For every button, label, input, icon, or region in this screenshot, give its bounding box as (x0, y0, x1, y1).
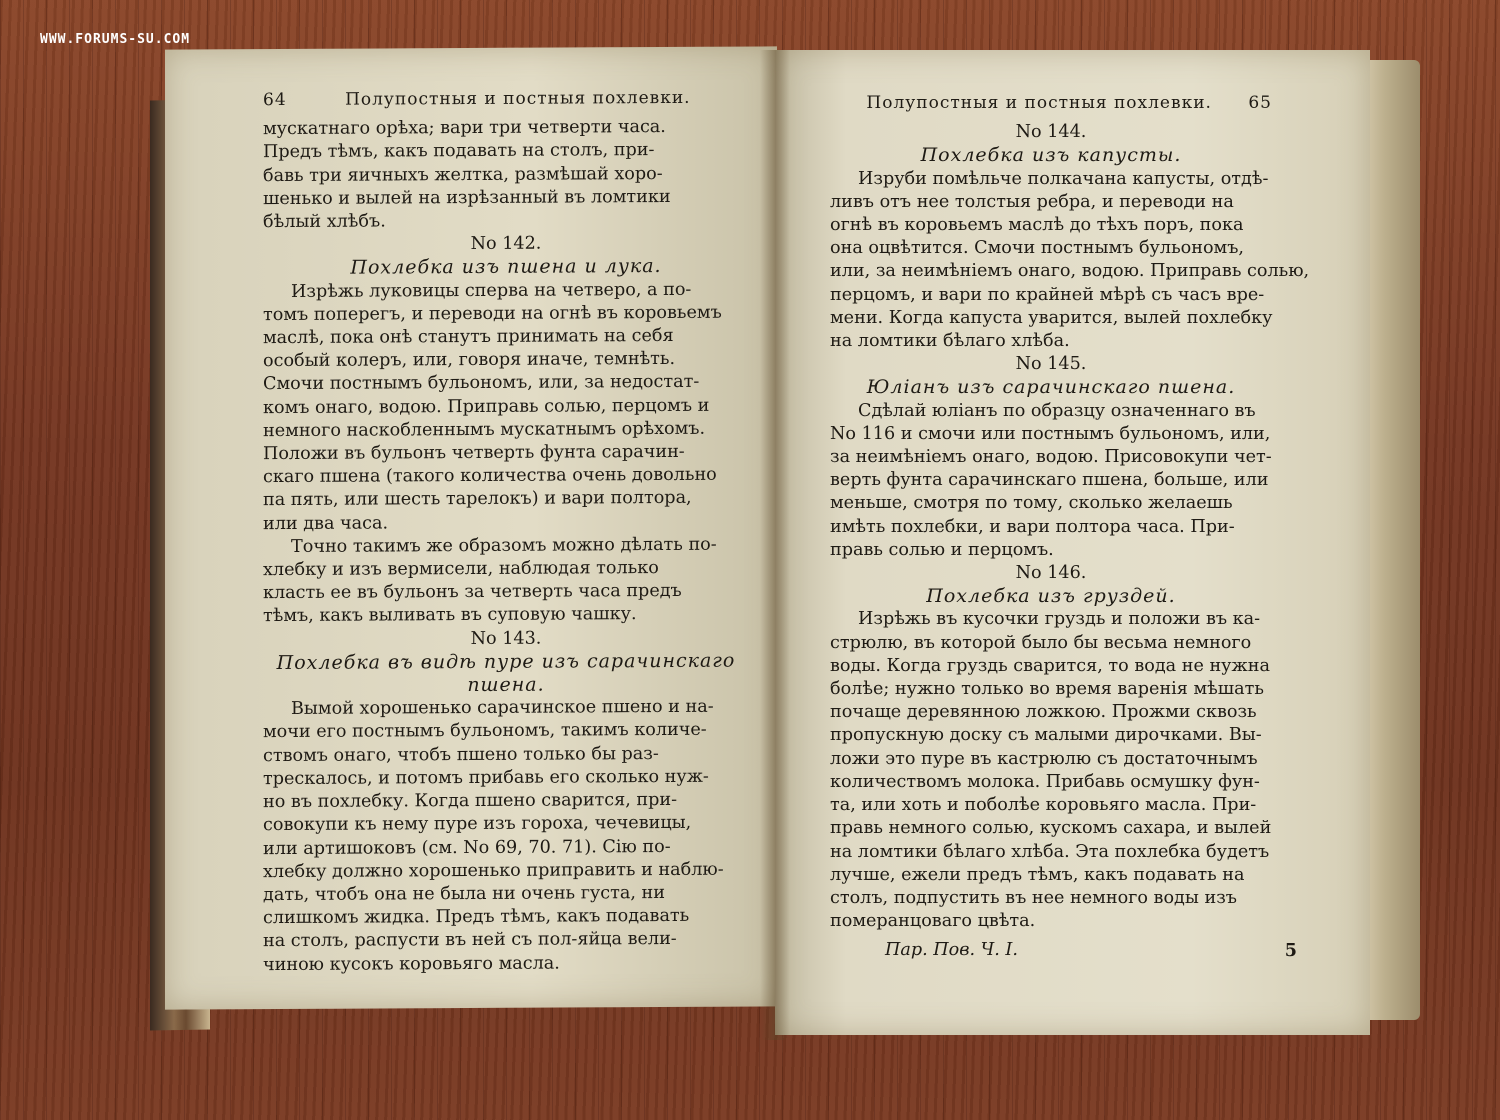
text-line: пропускную доску съ малыми дирочками. Вы- (830, 725, 1262, 746)
recipe-body-142-note (263, 533, 749, 628)
text-line: за неимѣніемъ онаго, водою. Присовокупи чет- (830, 447, 1272, 468)
text-line: количествомъ молока. Прибавь осмушку фун- (830, 771, 1260, 792)
right-page (775, 50, 1370, 1035)
text-line: особый колеръ, или, говоря иначе, темнѣть. (263, 349, 676, 372)
right-running-head: Полупостныя и постныя похлевки. (866, 93, 1212, 113)
text-line: но въ похлебку. Когда пшено сварится, при- (263, 790, 678, 813)
text-line: хлебку и изъ вермисели, наблюдая только (263, 558, 659, 581)
text-line: огнѣ въ коровьемъ маслѣ до тѣхъ поръ, пока (830, 215, 1244, 236)
text-line: или артишоковъ (см. No 69, 70. 71). Сію по- (263, 836, 671, 859)
text-line: тѣмъ, какъ выливать въ суповую чашку. (263, 604, 637, 627)
text-line: та, или хоть и поболѣе коровьяго масла. При- (830, 795, 1257, 816)
recipe-title-146: Похлебка изъ груздей. (926, 585, 1176, 608)
text-line: класть ее въ бульонъ за четверть часа предъ (263, 581, 682, 604)
recipe-number-143: No 143. (470, 628, 542, 649)
text-line: Сдѣлай юліанъ по образцу означеннаго въ (858, 400, 1256, 421)
recipe-title-145: Юліанъ изъ сарачинскаго пшена. (866, 376, 1236, 399)
text-line: дать, чтобъ она не была ни очень густа, ни (263, 882, 666, 905)
right-page-header (830, 92, 1272, 115)
recipe-body-142 (263, 278, 749, 536)
right-page-number: 65 (1248, 93, 1272, 113)
text-line: чиною кусокъ коровьяго масла. (263, 953, 560, 975)
text-line: шенько и вылей на изрѣзанный въ ломтики (263, 186, 671, 209)
left-page-header (263, 87, 749, 113)
text-line: No 116 и смочи или постнымъ бульономъ, или, (830, 423, 1271, 444)
recipe-title-143-line1: Похлебка въ видѣ пуре изъ сарачинскаго (276, 649, 736, 674)
text-line: померанцоваго цвѣта. (830, 911, 1036, 932)
left-page-content (263, 87, 749, 977)
text-line: немного наскобленнымъ мускатнымъ орѣхомъ. (263, 418, 706, 441)
sheet-number: 5 (1284, 940, 1297, 962)
recipe-number-144: No 144. (1015, 122, 1087, 143)
text-line: на ломтики бѣлаго хлѣба. Эта похлебка будетъ (830, 841, 1270, 862)
text-line: перцомъ, и вари по крайней мѣрѣ съ часъ вре- (830, 284, 1265, 305)
recipe-body-146 (830, 608, 1272, 933)
recipe-number-146: No 146. (1015, 563, 1087, 584)
text-line: меньше, смотря по тому, сколько желаешь (830, 493, 1233, 514)
text-line: слишкомъ жидка. Предъ тѣмъ, какъ подавать (263, 905, 690, 929)
right-page-content (830, 92, 1310, 963)
text-line: бѣлый хлѣбъ. (263, 211, 386, 233)
page-footer (830, 939, 1297, 962)
text-line: мочи его постнымъ бульономъ, такимъ количе- (263, 720, 707, 743)
recipe-body-144 (830, 168, 1310, 354)
left-running-head: Полупостныя и постныя похлевки. (345, 87, 691, 110)
text-line: она оцвѣтится. Смочи постнымъ бульономъ, (830, 238, 1245, 259)
text-line: ложи это пуре въ кастрюлю съ достаточнымъ (830, 748, 1258, 769)
left-page (165, 46, 777, 1009)
text-line: лучше, ежели предъ тѣмъ, какъ подавать на (830, 864, 1245, 885)
recipe-title-142: Похлебка изъ пшена и лука. (350, 255, 662, 280)
recipe-body-145 (830, 400, 1272, 562)
text-line: болѣе; нужно только во время варенія мѣшать (830, 679, 1264, 700)
recipe-number-145: No 145. (1015, 354, 1087, 375)
text-line: Вымой хорошенько сарачинское пшено и на- (291, 697, 714, 720)
recipe-number-142: No 142. (470, 233, 542, 255)
left-page-number: 64 (263, 89, 287, 111)
text-line: почаще деревянною ложкою. Прожми сквозь (830, 702, 1257, 723)
text-line: верть фунта сарачинскаго пшена, больше, или (830, 470, 1269, 491)
recipe-title-144: Похлебка изъ капусты. (920, 144, 1182, 167)
text-line: правь немного солью, кускомъ сахара, и вылей (830, 818, 1272, 839)
text-line: имѣть похлебки, и вари полтора часа. При- (830, 516, 1235, 537)
text-line: на ломтики бѣлаго хлѣба. (830, 331, 1070, 352)
text-line: томъ поперегъ, и переводи на огнѣ въ коровьемъ (263, 302, 722, 325)
recipe-body-143 (263, 696, 749, 977)
text-line: бавь три яичныхъ желтка, размѣшай хоро- (263, 163, 663, 186)
book-gutter (760, 50, 790, 1040)
text-line: хлебку должно хорошенько приправить и наблю- (263, 859, 724, 882)
text-line: совокупи къ нему пуре изъ гороха, чечевицы, (263, 813, 692, 836)
text-line: комъ онаго, водою. Приправь солью, перцомъ и (263, 395, 710, 418)
text-line: Предъ тѣмъ, какъ подавать на столъ, при- (263, 140, 655, 163)
text-line: Точно такимъ же образомъ можно дѣлать по- (291, 534, 717, 557)
text-line: трескалось, и потомъ прибавь его сколько нуж- (263, 766, 709, 789)
text-line: па пять, или шесть тарелокъ) и вари полтора, (263, 488, 692, 511)
text-line: мени. Когда капуста уварится, вылей похлебку (830, 307, 1273, 328)
watermark-text: WWW.FORUMS-SU.COM (40, 32, 191, 47)
text-line: скаго пшена (такого количества очень довольно (263, 464, 717, 488)
signature-mark: Пар. Пов. Ч. I. (885, 940, 1018, 961)
text-line: ливъ отъ нее толстыя ребра, и переводи на (830, 191, 1234, 212)
text-line: правь солью и перцомъ. (830, 539, 1054, 560)
text-line: Смочи постнымъ бульономъ, или, за недостат- (263, 372, 700, 395)
text-line: Изрѣжь луковицы сперва на четверо, а по- (291, 279, 692, 302)
text-line: Изруби помѣльче полкачана капусты, отдѣ- (858, 168, 1269, 189)
text-line: или два часа. (263, 513, 389, 534)
text-line: или, за неимѣніемъ онаго, водою. Приправь солью, (830, 261, 1310, 282)
text-line: маслѣ, пока онѣ станутъ принимать на себя (263, 325, 674, 349)
recipe-title-143-line2: пшена. (467, 673, 545, 697)
text-line: на столъ, распусти въ ней съ пол-яйца вели- (263, 929, 677, 952)
text-line: Положи въ бульонъ четверть фунта сарачин- (263, 441, 685, 465)
text-line: Изрѣжь въ кусочки груздь и положи въ ка- (858, 609, 1261, 630)
text-line: столъ, подпустить въ нее немного воды изъ (830, 887, 1238, 908)
text-line: воды. Когда груздь сварится, то вода не нужна (830, 655, 1270, 676)
text-line: стрюлю, въ которой было бы весьма немного (830, 632, 1252, 653)
continued-text (263, 116, 749, 235)
text-line: мускатнаго орѣха; вари три четверти часа. (263, 117, 666, 140)
text-line: ствомъ онаго, чтобъ пшено только бы раз- (263, 743, 659, 766)
